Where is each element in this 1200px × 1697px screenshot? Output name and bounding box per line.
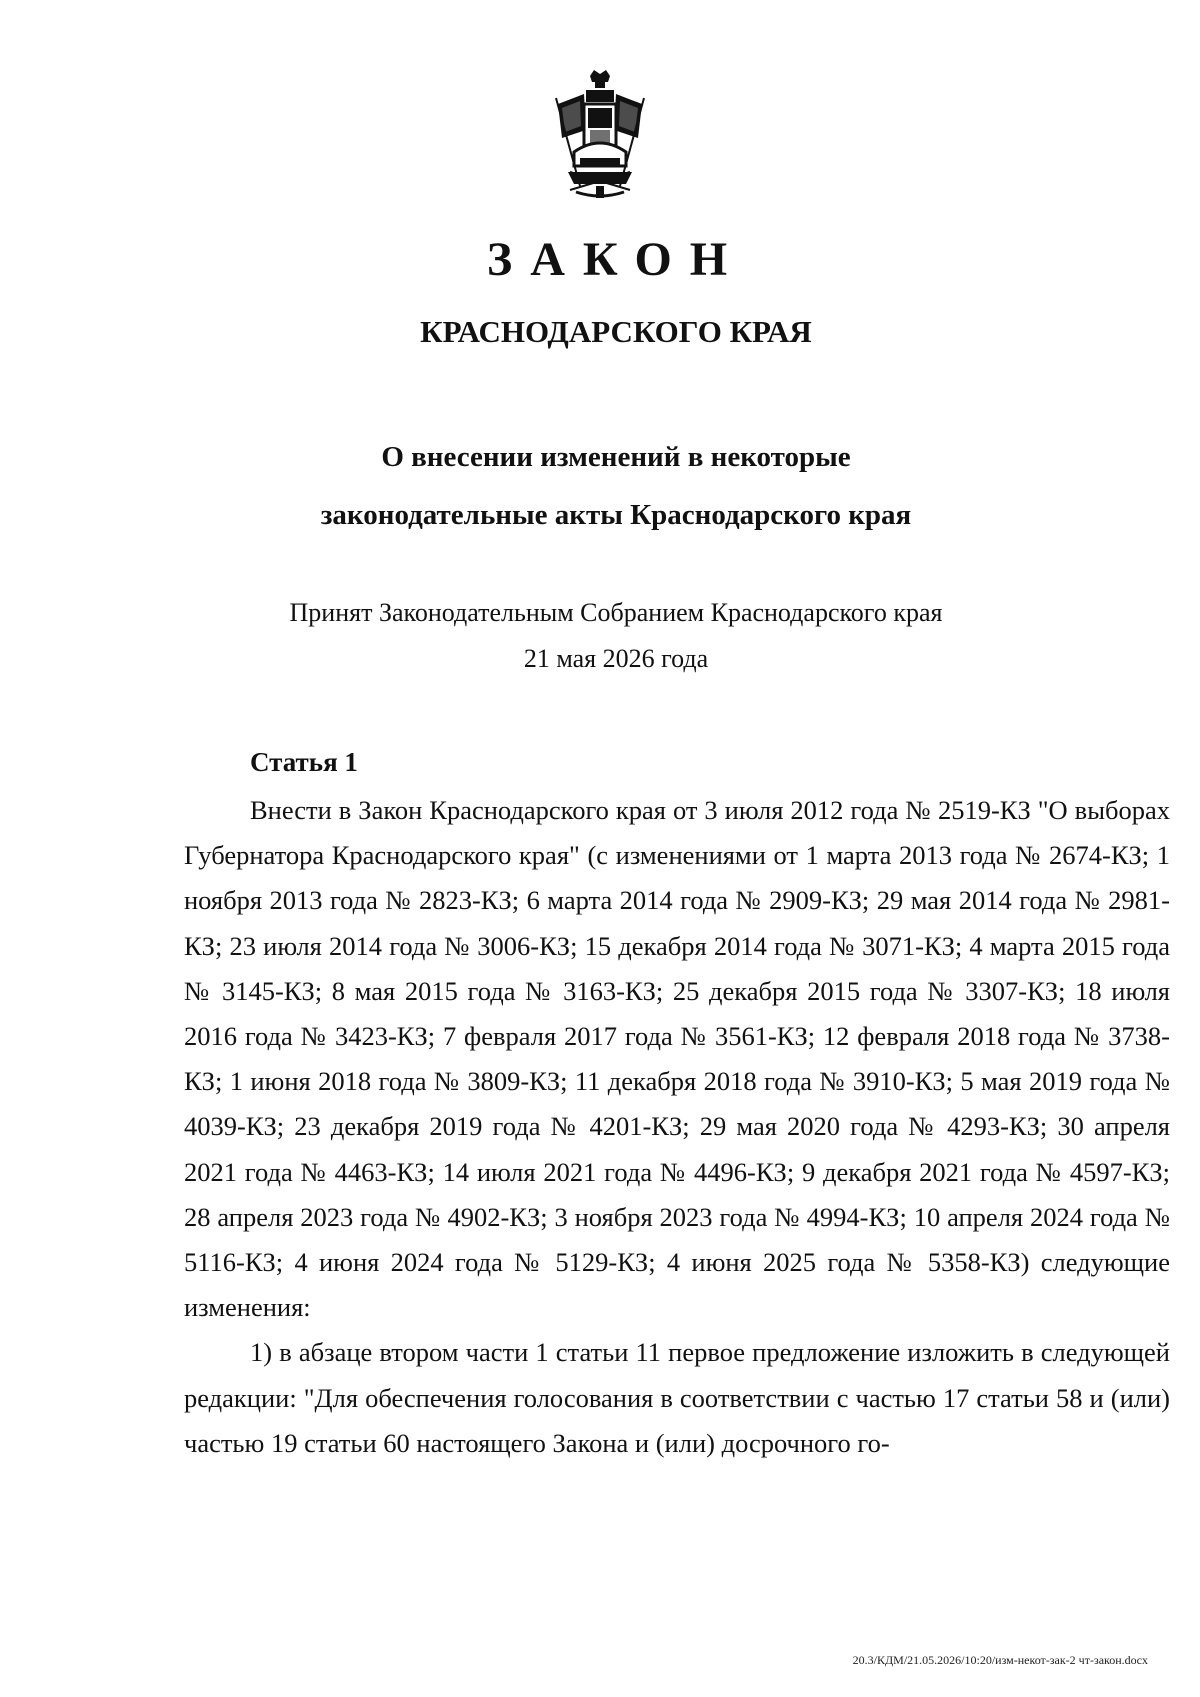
article-paragraph: 1) в абзаце втором части 1 статьи 11 первое предложение изложить в следующей редакции: "Для обеспечения голосования в соответствии с частью 17 статьи 58 и (или) частью 19 статьи 60 настоящего Закона и (или) досрочного го- — [184, 1337, 1170, 1458]
article-paragraph: Внести в Закон Краснодарского края от 3 июля 2012 года № 2519-КЗ "О выборах Губернатора Краснодарского края" (с изменениями от 1 марта 2013 года № 2674-КЗ; 1 ноября 2013 года № 2823-КЗ; 6 марта 2014 года № 2909-КЗ; 29 мая 2014 года № 2981-КЗ; 23 июля 2014 года № 3006-КЗ; 15 декабря 2014 года № 3071-КЗ; 4 марта 2015 года № 3145-КЗ; 8 мая 2015 года № 3163-КЗ; 25 декабря 2015 года № 3307-КЗ; 18 июля 2016 года № 3423-КЗ; 7 февраля 2017 года № 3561-КЗ; 12 февраля 2018 года № 3738-КЗ; 1 июня 2018 года № 3809-КЗ; 11 декабря 2018 года № 3910-КЗ; 5 мая 2019 года № 4039-КЗ; 23 декабря 2019 года № 4201-КЗ; 29 мая 2020 года № 4293-КЗ; 30 апреля 2021 года № 4463-КЗ; 14 июля 2021 года № 4496-КЗ; 9 декабря 2021 года № 4597-КЗ; 28 апреля 2023 года № 4902-КЗ; 3 ноября 2023 года № 4994-КЗ; 10 апреля 2024 года № 5116-КЗ; 4 июня 2024 года № 5129-КЗ; 4 июня 2025 года № 5358-КЗ) следующие изменения: — [184, 795, 1170, 1323]
adoption-date: 21 мая 2026 года — [523, 644, 709, 673]
adoption-body: Принят Законодательным Собранием Краснодарского края — [289, 598, 943, 627]
law-subject — [0, 428, 1200, 544]
article-title: Статья 1 — [250, 747, 358, 777]
krasnodar-coat-of-arms-icon — [540, 68, 660, 208]
region-title: КРАСНОДАРСКОГО КРАЯ — [420, 314, 812, 349]
article-body — [184, 788, 1170, 1466]
law-title: ЗАКОН — [486, 233, 746, 286]
file-reference: 20.3/КДМ/21.05.2026/10:20/изм-некот-зак-2 чт-закон.docx — [852, 1653, 1148, 1667]
law-subject-line-1: О внесении изменений в некоторые — [381, 441, 851, 473]
law-subject-line-2: законодательные акты Краснодарского края — [320, 499, 912, 531]
adoption-note — [0, 590, 1200, 682]
